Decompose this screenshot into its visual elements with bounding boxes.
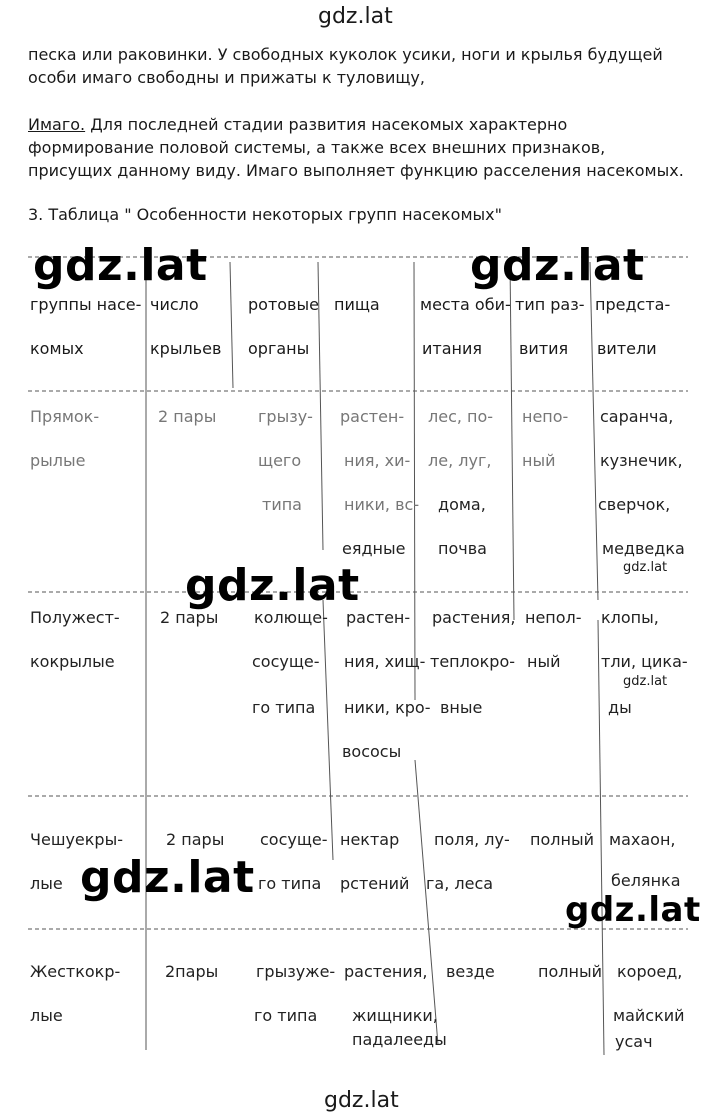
header-groups-2: комых [30, 339, 84, 358]
row4-reps-2: майский [613, 1006, 685, 1025]
row4-mouth-1: грызуже- [256, 962, 336, 981]
header-reps-1: предста- [595, 295, 671, 314]
intro-line-1: песка или раковинки. У свободных куколок усики, ноги и крылья будущей [28, 45, 663, 64]
row2-mouth-2: сосуще- [252, 652, 320, 671]
header-groups-1: группы насе- [30, 295, 142, 314]
row2-mouth-1: колюще- [254, 608, 328, 627]
row2-habitat-3: вные [440, 698, 483, 717]
row3-reps-1: махаон, [609, 830, 676, 849]
row2-group-1: Полужест- [30, 608, 120, 627]
row1-food-1: растен- [340, 407, 405, 426]
row2-food-2: ния, хищ- [344, 652, 426, 671]
row4-wings: 2пары [165, 962, 219, 981]
row1-mouth-2: щего [258, 451, 302, 470]
row3-mouth-1: сосуще- [260, 830, 328, 849]
row3-mouth-2: го типа [258, 874, 322, 893]
row4-food-1: растения, [344, 962, 428, 981]
row4-mouth-2: го типа [254, 1006, 318, 1025]
row2-mouth-3: го типа [252, 698, 316, 717]
row2-habitat-1: растения, [432, 608, 516, 627]
row1-mouth-3: типа [262, 495, 302, 514]
imago-line-2: формирование половой системы, а также всех внешних признаков, [28, 138, 606, 157]
header-wings-1: число [150, 295, 199, 314]
table-heading: 3. Таблица " Особенности некоторых групп насекомых" [28, 205, 502, 224]
row1-reps-4: медведка [602, 539, 685, 558]
row2-reps-1: клопы, [601, 608, 659, 627]
row3-group-2: лые [30, 874, 63, 893]
row1-food-2: ния, хи- [344, 451, 411, 470]
imago-line-1-text: Для последней стадии развития насекомых характерно [85, 115, 568, 134]
row1-dev-1: непо- [522, 407, 569, 426]
row3-dev: полный [530, 830, 594, 849]
header-mouth-2: органы [248, 339, 310, 358]
watermark-overlay-3: gdz.lat [185, 560, 360, 611]
row3-wings: 2 пары [166, 830, 225, 849]
header-habitat-1: места оби- [420, 295, 511, 314]
row3-food-1: нектар [340, 830, 400, 849]
row4-group-1: Жесткокр- [30, 962, 121, 981]
row2-reps-3: ды [608, 698, 632, 717]
row1-habitat-2: ле, луг, [428, 451, 492, 470]
row4-habitat: везде [446, 962, 495, 981]
row2-dev-2: ный [527, 652, 561, 671]
intro-line-2: особи имаго свободны и прижаты к туловищу, [28, 68, 425, 87]
row2-habitat-2: теплокро- [430, 652, 516, 671]
row3-reps-2: белянка [611, 871, 681, 890]
row1-habitat-1: лес, по- [428, 407, 494, 426]
row4-reps-1: короед, [617, 962, 683, 981]
header-habitat-2: итания [422, 339, 483, 358]
row4-food-2: жищники, [352, 1006, 438, 1025]
header-reps-2: вители [597, 339, 657, 358]
row1-food-4: еядные [342, 539, 406, 558]
row1-habitat-4: почва [438, 539, 487, 558]
header-food: пища [334, 295, 380, 314]
row2-dev-1: непол- [525, 608, 582, 627]
row2-wings: 2 пары [160, 608, 219, 627]
row3-habitat-2: га, леса [426, 874, 494, 893]
row3-food-2: рстений [340, 874, 410, 893]
header-dev-2: вития [519, 339, 569, 358]
row1-habitat-3: дома, [438, 495, 486, 514]
row1-group-1: Прямок- [30, 407, 100, 426]
row4-dev: полный [538, 962, 602, 981]
row2-reps-2: тли, цика- [601, 652, 688, 671]
header-wings-2: крыльев [150, 339, 222, 358]
watermark-overlay-2: gdz.lat [470, 240, 645, 291]
header-dev-1: тип раз- [515, 295, 585, 314]
watermark-small-1: gdz.lat [623, 560, 668, 575]
row1-food-3: ники, вс- [344, 495, 420, 514]
row3-group-1: Чешуекры- [30, 830, 123, 849]
row2-group-2: кокрылые [30, 652, 115, 671]
row1-dev-2: ный [522, 451, 556, 470]
row1-mouth-1: грызу- [258, 407, 313, 426]
watermark-overlay-1: gdz.lat [33, 240, 208, 291]
row2-food-1: растен- [346, 608, 411, 627]
watermark-overlay-4: gdz.lat [80, 852, 255, 903]
row1-wings: 2 пары [158, 407, 217, 426]
row1-reps-2: кузнечик, [600, 451, 683, 470]
row1-reps-1: саранча, [600, 407, 674, 426]
imago-term: Имаго. [28, 115, 86, 134]
row4-food-3: падалееды [352, 1030, 447, 1049]
row4-group-2: лые [30, 1006, 63, 1025]
watermark-top: gdz.lat [318, 4, 393, 29]
watermark-overlay-5: gdz.lat [565, 890, 701, 930]
watermark-small-2: gdz.lat [623, 674, 668, 689]
row4-reps-3: усач [615, 1032, 653, 1051]
row1-reps-3: сверчок, [598, 495, 671, 514]
header-mouth-1: ротовые [248, 295, 319, 314]
watermark-bottom: gdz.lat [324, 1088, 399, 1113]
imago-line-3: присущих данному виду. Имаго выполняет функцию расселения насекомых. [28, 161, 684, 180]
row1-group-2: рылые [30, 451, 86, 470]
row2-food-4: вососы [342, 742, 402, 761]
row2-food-3: ники, кро- [344, 698, 431, 717]
row3-habitat-1: поля, лу- [434, 830, 510, 849]
